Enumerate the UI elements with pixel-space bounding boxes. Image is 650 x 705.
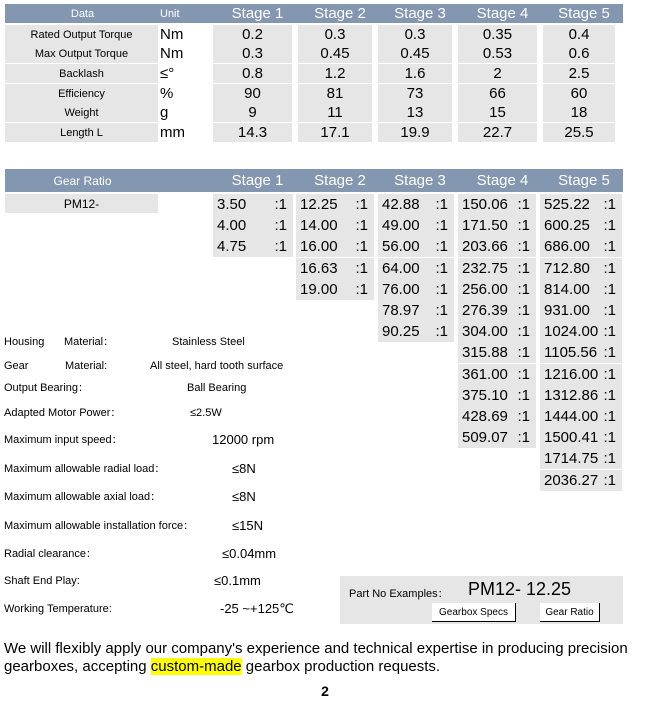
ratio-value: 1714.75 — [544, 450, 599, 468]
feature-label: Maximum allowable radial load： — [4, 463, 166, 475]
ratio-cell-stage2 — [296, 236, 374, 257]
ratio-value: 1444.00 — [544, 408, 599, 425]
feature-label: Housing — [4, 336, 45, 348]
ratio-value: 525.22 — [544, 196, 590, 213]
ratio-colon: :1 — [517, 386, 530, 404]
spec-value-stage3: 73 — [378, 84, 452, 103]
spec-label: Efficiency — [5, 84, 158, 103]
specs-header-stage2: Stage 2 — [314, 5, 366, 22]
spec-value-stage1: 0.8 — [213, 64, 292, 83]
ratio-cell-stage5 — [540, 427, 622, 448]
footer-highlight: custom-made — [150, 658, 242, 675]
ratio-colon: :1 — [355, 196, 368, 213]
ratio-value: 931.00 — [544, 302, 590, 319]
ratio-header-stage1: Stage 1 — [231, 172, 284, 189]
specs-header — [5, 4, 623, 23]
feature-label: Maximum allowable axial load： — [4, 491, 162, 503]
ratio-colon: :1 — [603, 238, 616, 256]
gear-ratio-button[interactable]: Gear Ratio — [540, 603, 600, 622]
ratio-colon: :1 — [517, 429, 530, 447]
ratio-colon: :1 — [355, 217, 368, 235]
ratio-value: 600.25 — [544, 217, 590, 235]
ratio-cell-stage5 — [540, 258, 622, 279]
spec-label: Rated Output Torque — [5, 25, 158, 44]
ratio-cell-stage5 — [540, 300, 622, 321]
ratio-colon: :1 — [603, 408, 616, 425]
spec-value-stage4: 15 — [458, 103, 537, 122]
ratio-colon: :1 — [355, 280, 368, 298]
ratio-cell-stage2 — [296, 279, 374, 300]
ratio-colon: :1 — [603, 323, 616, 341]
ratio-cell-stage4 — [458, 215, 536, 236]
feature-label: Adapted Motor Power： — [4, 407, 122, 419]
ratio-value: 1216.00 — [544, 365, 599, 383]
ratio-value: 171.50 — [462, 217, 508, 235]
spec-value-stage2: 81 — [298, 84, 372, 103]
ratio-value: 64.00 — [382, 259, 420, 277]
ratio-colon: :1 — [355, 238, 368, 256]
ratio-colon: :1 — [517, 259, 530, 277]
ratio-colon: :1 — [274, 196, 287, 213]
ratio-value: 42.88 — [382, 196, 420, 213]
feature-sublabel: Material： — [64, 336, 115, 348]
ratio-cell-stage4 — [458, 321, 536, 342]
spec-value-stage3: 13 — [378, 103, 452, 122]
ratio-value: 276.39 — [462, 302, 508, 319]
spec-label: Max Output Torque — [5, 44, 158, 63]
ratio-colon: :1 — [517, 196, 530, 213]
ratio-value: 232.75 — [462, 259, 508, 277]
ratio-colon: :1 — [435, 196, 448, 213]
ratio-cell-stage1 — [213, 236, 293, 257]
ratio-value: 4.00 — [217, 217, 247, 235]
ratio-colon: :1 — [603, 259, 616, 277]
spec-value-stage3: 1.6 — [378, 64, 452, 83]
ratio-value: 56.00 — [382, 238, 420, 256]
ratio-value: 19.00 — [300, 280, 338, 298]
ratio-value: 361.00 — [462, 365, 508, 383]
specs-header-data: Data — [70, 7, 95, 20]
ratio-value: 14.00 — [300, 217, 338, 235]
ratio-header-stage5: Stage 5 — [558, 172, 610, 189]
ratio-value: 16.63 — [300, 259, 338, 277]
spec-value-stage5: 25.5 — [543, 123, 615, 142]
ratio-cell-stage5 — [540, 385, 622, 406]
ratio-colon: :1 — [603, 196, 616, 213]
ratio-cell-stage3 — [378, 300, 454, 321]
feature-value: ≤0.04mm — [222, 546, 277, 561]
ratio-value: 428.69 — [462, 408, 508, 425]
ratio-cell-stage5 — [540, 321, 622, 342]
specs-header-stage1: Stage 1 — [231, 5, 284, 22]
ratio-colon: :1 — [435, 302, 448, 319]
ratio-colon: :1 — [603, 280, 616, 298]
feature-value: -25 ~+125℃ — [220, 601, 294, 616]
spec-label: Length L — [5, 123, 158, 142]
spec-value-stage2: 0.3 — [298, 25, 372, 44]
ratio-colon: :1 — [603, 365, 616, 383]
ratio-value: 76.00 — [382, 280, 420, 298]
spec-value-stage5: 60 — [543, 84, 615, 103]
spec-value-stage5: 2.5 — [543, 64, 615, 83]
ratio-cell-stage4 — [458, 406, 536, 427]
ratio-colon: :1 — [517, 365, 530, 383]
ratio-value: 1105.56 — [544, 344, 598, 362]
feature-value: Ball Bearing — [187, 382, 247, 394]
ratio-colon: :1 — [435, 259, 448, 277]
ratio-cell-stage3 — [378, 321, 454, 342]
ratio-cell-stage2 — [296, 258, 374, 279]
spec-value-stage2: 11 — [298, 103, 372, 122]
footer-text-before: We will flexibly apply our company's experience and technical expertise in producing precision gearboxes, accepting — [4, 640, 628, 675]
ratio-value: 375.10 — [462, 386, 508, 404]
feature-value: ≤0.1mm — [214, 573, 261, 588]
ratio-cell-stage5 — [540, 406, 622, 427]
ratio-value: 304.00 — [462, 323, 508, 341]
spec-value-stage4: 2 — [458, 64, 537, 83]
spec-value-stage3: 0.45 — [378, 44, 452, 63]
spec-value-stage1: 90 — [213, 84, 292, 103]
spec-unit: ≤° — [160, 65, 175, 82]
ratio-value: 203.66 — [462, 238, 508, 256]
spec-unit: Nm — [160, 45, 184, 62]
ratio-value: 1024.00 — [544, 323, 599, 341]
spec-value-stage5: 0.4 — [543, 25, 615, 44]
part-example-box — [340, 576, 623, 624]
feature-value: ≤2.5W — [190, 407, 222, 419]
ratio-value: 712.80 — [544, 259, 590, 277]
ratio-colon: :1 — [603, 450, 616, 468]
ratio-colon: :1 — [435, 217, 448, 235]
ratio-colon: :1 — [517, 323, 530, 341]
ratio-value: 509.07 — [462, 429, 508, 447]
spec-value-stage5: 0.6 — [543, 44, 615, 63]
feature-label: Shaft End Play: — [4, 575, 80, 587]
ratio-header-stage3: Stage 3 — [394, 172, 446, 189]
feature-value: Stainless Steel — [172, 336, 245, 348]
ratio-value: 814.00 — [544, 280, 590, 298]
ratio-cell-stage5 — [540, 470, 622, 491]
ratio-cell-stage4 — [458, 385, 536, 406]
ratio-cell-stage3 — [378, 236, 454, 257]
gearbox-specs-button[interactable]: Gearbox Specs — [432, 603, 516, 622]
ratio-cell-stage5 — [540, 279, 622, 300]
ratio-value: 2036.27 — [544, 471, 599, 489]
ratio-header-stage4: Stage 4 — [476, 172, 529, 189]
feature-value: ≤8N — [232, 461, 256, 476]
ratio-cell-stage4 — [458, 300, 536, 321]
spec-value-stage1: 14.3 — [213, 123, 292, 142]
ratio-colon: :1 — [603, 386, 616, 404]
ratio-colon: :1 — [355, 259, 368, 277]
ratio-cell-stage5 — [540, 364, 622, 385]
ratio-value: 3.50 — [217, 196, 247, 213]
ratio-colon: :1 — [517, 344, 530, 362]
ratio-colon: :1 — [517, 280, 530, 298]
spec-unit: Nm — [160, 26, 184, 43]
ratio-cell-stage4 — [458, 194, 536, 215]
spec-value-stage3: 0.3 — [378, 25, 452, 44]
ratio-value: 150.06 — [462, 196, 508, 213]
spec-value-stage2: 0.45 — [298, 44, 372, 63]
spec-value-stage1: 0.3 — [213, 44, 292, 63]
ratio-cell-stage1 — [213, 215, 293, 236]
ratio-value: 78.97 — [382, 302, 420, 319]
part-example-value: PM12- 12.25 — [468, 579, 572, 599]
feature-value: ≤8N — [232, 489, 256, 504]
ratio-cell-stage3 — [378, 279, 454, 300]
spec-value-stage4: 0.53 — [458, 44, 537, 63]
spec-unit: % — [160, 85, 174, 102]
spec-value-stage3: 19.9 — [378, 123, 452, 142]
ratio-cell-stage5 — [540, 448, 622, 469]
feature-label: Maximum allowable installation force： — [4, 520, 195, 532]
ratio-colon: :1 — [603, 302, 616, 319]
ratio-cell-stage4 — [458, 427, 536, 448]
footer-text — [4, 640, 648, 676]
feature-label: Working Temperature: — [4, 603, 112, 615]
spec-value-stage1: 9 — [213, 103, 292, 122]
ratio-cell-stage4 — [458, 258, 536, 279]
ratio-cell-stage1 — [213, 194, 293, 215]
ratio-cell-stage4 — [458, 364, 536, 385]
ratio-cell-stage5 — [540, 215, 622, 236]
feature-value: ≤15N — [232, 518, 263, 533]
ratio-cell-stage4 — [458, 342, 536, 363]
feature-value: 12000 rpm — [212, 432, 275, 447]
feature-value: All steel, hard tooth surface — [150, 360, 284, 372]
ratio-colon: :1 — [435, 280, 448, 298]
ratio-model: PM12- — [5, 194, 158, 213]
page-number: 2 — [321, 683, 329, 699]
ratio-colon: :1 — [603, 217, 616, 235]
ratio-value: 12.25 — [300, 196, 338, 213]
feature-label: Maximum input speed： — [4, 434, 123, 446]
ratio-header-label: Gear Ratio — [53, 173, 112, 188]
spec-label: Backlash — [5, 64, 158, 83]
feature-label: Output Bearing： — [4, 382, 89, 394]
feature-label: Radial clearance： — [4, 548, 97, 560]
ratio-colon: :1 — [517, 408, 530, 425]
spec-unit: mm — [160, 124, 185, 141]
ratio-value: 256.00 — [462, 280, 508, 298]
ratio-colon: :1 — [274, 217, 287, 235]
ratio-colon: :1 — [517, 302, 530, 319]
part-example-label: Part No Examples： — [349, 588, 449, 600]
ratio-cell-stage5 — [540, 194, 622, 215]
ratio-colon: :1 — [603, 471, 616, 489]
ratio-colon: :1 — [603, 429, 616, 447]
ratio-cell-stage3 — [378, 215, 454, 236]
spec-value-stage4: 22.7 — [458, 123, 537, 142]
spec-value-stage4: 66 — [458, 84, 537, 103]
specs-header-stage5: Stage 5 — [558, 5, 610, 22]
ratio-cell-stage5 — [540, 342, 622, 363]
ratio-cell-stage3 — [378, 194, 454, 215]
ratio-value: 686.00 — [544, 238, 590, 256]
feature-label: Gear — [4, 360, 29, 372]
ratio-colon: :1 — [274, 238, 287, 256]
ratio-colon: :1 — [435, 323, 448, 341]
ratio-colon: :1 — [517, 238, 530, 256]
ratio-cell-stage4 — [458, 236, 536, 257]
ratio-value: 4.75 — [217, 238, 247, 256]
ratio-header-stage2: Stage 2 — [314, 172, 366, 189]
specs-header-unit: Unit — [160, 7, 180, 20]
spec-value-stage2: 17.1 — [298, 123, 372, 142]
ratio-cell-stage5 — [540, 236, 622, 257]
ratio-value: 1312.86 — [544, 386, 599, 404]
feature-sublabel: Material: — [65, 360, 108, 372]
ratio-value: 16.00 — [300, 238, 338, 256]
ratio-value: 49.00 — [382, 217, 420, 235]
spec-value-stage1: 0.2 — [213, 25, 292, 44]
ratio-cell-stage3 — [378, 258, 454, 279]
ratio-value: 315.88 — [462, 344, 508, 362]
spec-value-stage5: 18 — [543, 103, 615, 122]
spec-value-stage4: 0.35 — [458, 25, 537, 44]
ratio-colon: :1 — [603, 344, 616, 362]
ratio-colon: :1 — [435, 238, 448, 256]
spec-label: Weight — [5, 103, 158, 122]
ratio-value: 1500.41 — [544, 429, 599, 447]
specs-header-stage4: Stage 4 — [476, 5, 529, 22]
ratio-header — [5, 169, 623, 192]
ratio-cell-stage2 — [296, 215, 374, 236]
ratio-value: 90.25 — [382, 323, 420, 341]
spec-value-stage2: 1.2 — [298, 64, 372, 83]
ratio-cell-stage2 — [296, 194, 374, 215]
footer-text-after: gearbox production requests. — [241, 658, 441, 675]
spec-unit: g — [160, 104, 169, 121]
ratio-cell-stage4 — [458, 279, 536, 300]
ratio-colon: :1 — [517, 217, 530, 235]
specs-header-stage3: Stage 3 — [394, 5, 446, 22]
